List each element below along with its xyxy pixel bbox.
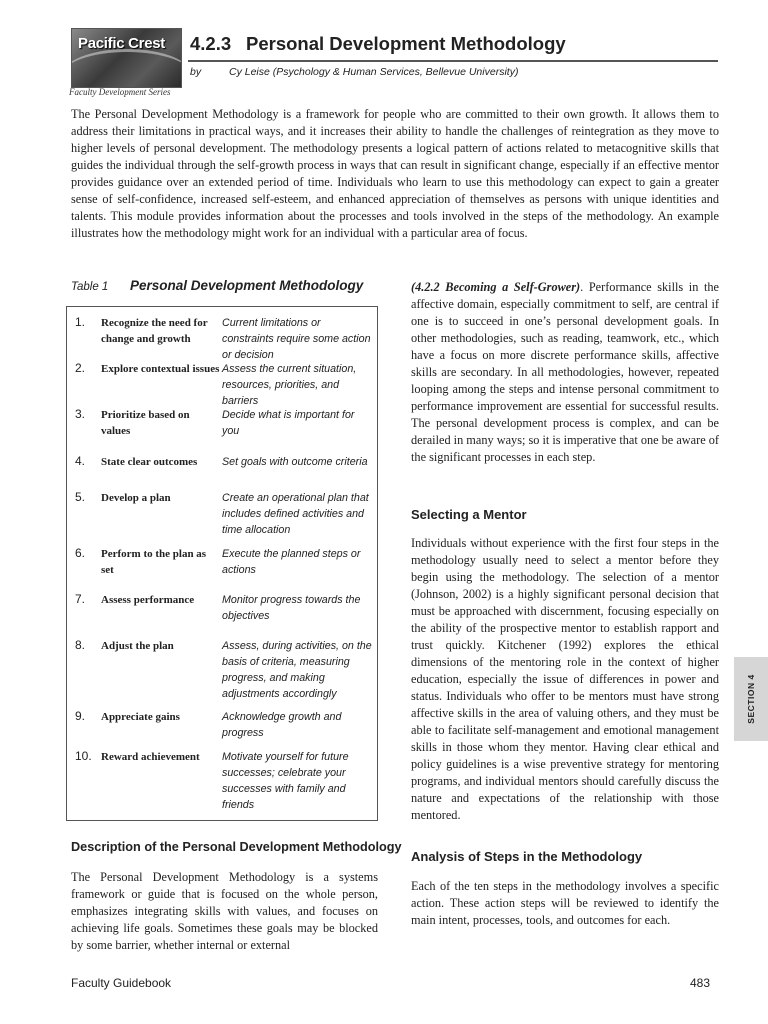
section-number: 4.2.3 <box>190 33 232 54</box>
logo-swirl <box>71 49 182 88</box>
step-name: Appreciate gains <box>101 711 180 723</box>
intro-paragraph: The Personal Development Methodology is a framework for people who are committed to their own growth. It allows them to address their limitations in practical ways, and it increases their ability to handle the challenges of reintegration as they move to higher levels of personal development. The methodology presents a logical pattern of actions related to metacognitive skills that guides the individual through the self-growth process in ways that can result in significant change, especially if an effective mentor provides guidance over an extended period of time. Individuals who learn to use this methodology can expect to gain a greater sense of self-confidence, increased self-esteem, and enhanced appreciation of themselves as persons with unique identities and talents. This module provides information about the processes and tools involved in the steps of the methodology. An example illustrates how the methodology might work for an individual with a particular area of focus. <box>71 107 719 240</box>
step-number: 8. <box>75 638 86 652</box>
continuation-text: . Performance skills in the affective domain, especially commitment to self, are central if one is to succeed in one’s personal development goals. In other methodologies, such as reading, teamwork, etc., which have a focus on more discrete performance skills, affective skills are secondary. In all methodologies, however, repeated looping among the steps and intense personal commitment to performance improvement are essential for successful results. The personal development process is complex, and can be derailed in many ways; so it is imperative that one be aware of the significant processes in each step. <box>411 280 720 464</box>
step-description: Set goals with outcome criteria <box>222 456 368 468</box>
continuation-paragraph <box>411 279 719 466</box>
step-name: Perform to the plan as set <box>101 548 207 576</box>
step-description: Decide what is important for you <box>222 409 355 437</box>
description-paragraph: The Personal Development Methodology is a systems framework or guide that is focused on the whole person, emphasizes integrating skills with values, and focuses on achieving life goals. Sometimes these goals may be blocked by some barrier, whether internal or external <box>71 870 378 952</box>
step-number: 4. <box>75 454 86 468</box>
step-number: 10. <box>75 749 92 763</box>
mentor-paragraph: Individuals without experience with the first four steps in the methodology usually need to select a mentor before they begin using the methodology. The selection of a mentor (Johnson, 2002) is a highly significant personal decision that must be approached with discernment, focusing especially on the ability of the prospective mentor to establish rapport and trust quickly. Kitchener (1992) explores the ethical dimensions of the mentoring role in the context of higher education, especially the issue of differences in power and status. Individuals who offer to be mentors must have strong affective skills in the area of valuing others, and they must be able to facilitate self-management and emotional management skills in those whom they mentor. Having clear ethical and policy guidelines is a wise preventive strategy for mentoring programs, and individual mentors should carefully discuss the nature and expectations of the relationship with those mentored. <box>411 536 719 822</box>
step-number: 9. <box>75 709 86 723</box>
step-description: Execute the planned steps or actions <box>222 548 361 576</box>
cross-reference: (4.2.2 Becoming a Self-Grower) <box>411 280 581 294</box>
step-name: Reward achievement <box>101 751 200 763</box>
page-title: Personal Development Methodology <box>246 33 566 54</box>
step-description: Assess the current situation, resources, priorities, and barriers <box>222 363 357 407</box>
step-description: Motivate yourself for future successes; celebrate your successes with family and friends <box>222 751 349 811</box>
step-description: Assess, during activities, on the basis of criteria, measuring progress, and making adjustments accordingly <box>222 640 372 700</box>
methodology-table <box>66 306 378 821</box>
series-name: Faculty Development Series <box>69 87 171 97</box>
pacific-crest-logo <box>71 28 182 88</box>
header-rule <box>188 60 718 62</box>
step-name: State clear outcomes <box>101 456 198 468</box>
logo-text: Pacific Crest <box>78 35 165 52</box>
step-description: Monitor progress towards the objectives <box>222 594 361 622</box>
step-description: Create an operational plan that includes defined activities and time allocation <box>222 492 369 536</box>
step-description: Acknowledge growth and progress <box>222 711 342 739</box>
step-name: Assess performance <box>101 594 195 606</box>
step-name: Develop a plan <box>101 492 171 504</box>
step-number: 6. <box>75 546 86 560</box>
step-name: Adjust the plan <box>101 640 174 652</box>
step-name: Recognize the need for change and growth <box>101 317 208 345</box>
author-line: Cy Leise (Psychology & Human Services, Bellevue University) <box>229 66 519 78</box>
section-tab <box>734 657 768 741</box>
analysis-heading: Analysis of Steps in the Methodology <box>411 849 643 864</box>
analysis-paragraph: Each of the ten steps in the methodology involves a specific action. These action steps will be reviewed to identify the main intent, processes, tools, and outcomes for each. <box>411 879 719 927</box>
step-description: Current limitations or constraints require some action or decision <box>222 317 371 361</box>
by-label: by <box>190 66 202 78</box>
page-number: 483 <box>690 976 711 990</box>
step-number: 5. <box>75 490 86 504</box>
step-name: Prioritize based on values <box>101 409 190 437</box>
description-heading: Description of the Personal Development Methodology <box>71 840 402 854</box>
section-tab-label: SECTION 4 <box>746 674 756 724</box>
step-number: 7. <box>75 592 86 606</box>
table-label: Table 1 <box>71 281 109 293</box>
step-name: Explore contextual issues <box>101 363 220 375</box>
footer-title: Faculty Guidebook <box>71 976 172 990</box>
step-number: 3. <box>75 407 86 421</box>
step-number: 1. <box>75 315 86 329</box>
table-title: Personal Development Methodology <box>130 278 364 293</box>
mentor-heading: Selecting a Mentor <box>411 507 527 522</box>
step-number: 2. <box>75 361 86 375</box>
